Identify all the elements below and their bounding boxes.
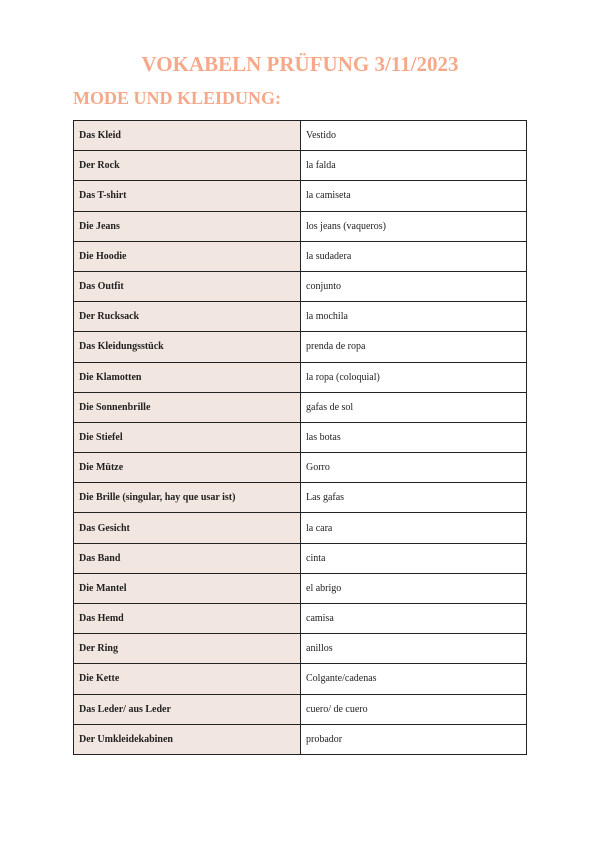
german-cell: Die Klamotten [74,362,301,392]
spanish-cell: el abrigo [301,573,527,603]
page-title: VOKABELN PRÜFUNG 3/11/2023 [141,52,459,76]
section-heading: MODE UND KLEIDUNG: [73,88,282,108]
german-cell: Der Umkleidekabinen [74,724,301,754]
german-cell: Die Kette [74,664,301,694]
table-row [74,211,527,241]
spanish-cell: probador [301,724,527,754]
spanish-cell: los jeans (vaqueros) [301,211,527,241]
table-row [74,694,527,724]
german-cell: Das T-shirt [74,181,301,211]
table-row [74,151,527,181]
german-cell: Das Hemd [74,604,301,634]
table-row [74,453,527,483]
table-row [74,724,527,754]
table-row [74,513,527,543]
german-cell: Der Rock [74,151,301,181]
table-row [74,422,527,452]
spanish-cell: las botas [301,422,527,452]
german-cell: Das Gesicht [74,513,301,543]
table-row [74,121,527,151]
spanish-cell: la ropa (coloquial) [301,362,527,392]
spanish-cell: la camiseta [301,181,527,211]
german-cell: Die Brille (singular, hay que usar ist) [74,483,301,513]
vocabulary-table [73,120,527,755]
german-cell: Die Sonnenbrille [74,392,301,422]
table-row [74,664,527,694]
table-row [74,332,527,362]
spanish-cell: Gorro [301,453,527,483]
german-cell: Die Stiefel [74,422,301,452]
spanish-cell: cuero/ de cuero [301,694,527,724]
german-cell: Das Band [74,543,301,573]
table-row [74,573,527,603]
table-row [74,483,527,513]
german-cell: Das Kleid [74,121,301,151]
spanish-cell: anillos [301,634,527,664]
table-row [74,392,527,422]
table-row [74,271,527,301]
spanish-cell: la cara [301,513,527,543]
spanish-cell: cinta [301,543,527,573]
spanish-cell: Las gafas [301,483,527,513]
table-row [74,362,527,392]
table-row [74,604,527,634]
spanish-cell: la mochila [301,302,527,332]
spanish-cell: gafas de sol [301,392,527,422]
table-row [74,543,527,573]
table-row [74,181,527,211]
german-cell: Die Mütze [74,453,301,483]
spanish-cell: Colgante/cadenas [301,664,527,694]
table-row [74,241,527,271]
spanish-cell: camisa [301,604,527,634]
spanish-cell: la falda [301,151,527,181]
spanish-cell: prenda de ropa [301,332,527,362]
german-cell: Das Outfit [74,271,301,301]
spanish-cell: conjunto [301,271,527,301]
german-cell: Der Ring [74,634,301,664]
spanish-cell: Vestido [301,121,527,151]
german-cell: Das Leder/ aus Leder [74,694,301,724]
table-row [74,302,527,332]
german-cell: Die Mantel [74,573,301,603]
german-cell: Die Jeans [74,211,301,241]
spanish-cell: la sudadera [301,241,527,271]
german-cell: Die Hoodie [74,241,301,271]
german-cell: Der Rucksack [74,302,301,332]
table-row [74,634,527,664]
german-cell: Das Kleidungsstück [74,332,301,362]
